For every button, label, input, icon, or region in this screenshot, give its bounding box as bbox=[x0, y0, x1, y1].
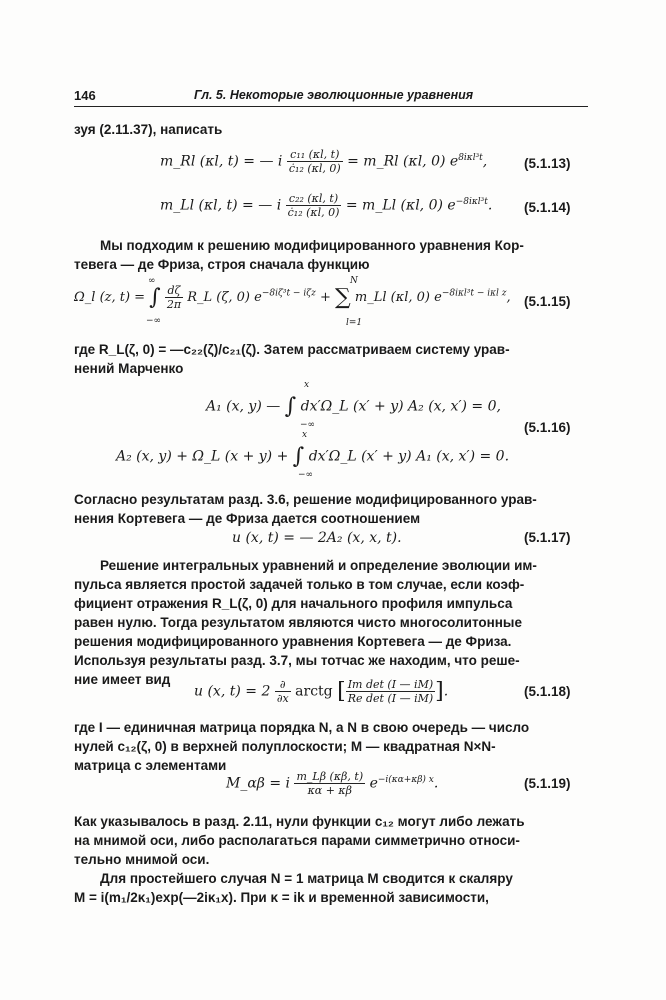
text-line: на мнимой оси, либо располагаться парами симметрично относи- bbox=[74, 833, 520, 848]
text-line: тевега — де Фриза, строя сначала функцию bbox=[74, 257, 370, 272]
text-line: ние имеет вид bbox=[74, 672, 171, 687]
equation-5-1-18: u (x, t) = 2 $\frac{\partial}{\partial x}$ arctg [ $\frac{\text{Im det (I — iM)}}{\text{Re det (I — iM)}}$ ]. bbox=[194, 678, 449, 705]
integral-sign: ∫ bbox=[284, 394, 297, 419]
equation-5-1-19: M_αβ = i $\frac{m\_L\beta (\kappa\beta, t)}{\kappa\alpha + \kappa\beta}$ $e^{-i(\kappa\alpha+\kappa\beta) x}$. bbox=[226, 770, 439, 797]
equation-number: (5.1.14) bbox=[524, 200, 571, 215]
integral-upper-limit: ∞ bbox=[148, 276, 156, 286]
eq-fraction: $\frac{\text{c₂₂ (κl, t)}}{\text{ċ₁₂ (κl, 0)}}$ bbox=[287, 192, 340, 219]
text-line: пульса является простой задачей только в том случае, если коэф- bbox=[74, 577, 525, 592]
equation-5-1-15: Ω_l (z, t) = ∫ $\frac{d\zeta}{2\pi}$ R_L (ζ, 0) $e^{-8i\zeta^3t - i\zeta z}$ + ∑ m_Ll (κl, 0) $e^{-8i\kappa l^3t - i\kappa l z}$, bbox=[74, 284, 511, 311]
integral-upper-limit: x bbox=[304, 380, 310, 390]
eq-lhs: m_Ll (κl, t) = — i bbox=[160, 197, 282, 214]
text-line: Решение интегральных уравнений и определение эволюции им- bbox=[100, 558, 537, 573]
eq-fraction: $\frac{m\_L\beta (\kappa\beta, t)}{\kappa\alpha + \kappa\beta}$ bbox=[296, 770, 364, 797]
text-line: где I — единичная матрица порядка N, а N в свою очередь — число bbox=[74, 720, 530, 735]
equation-number: (5.1.18) bbox=[524, 684, 571, 699]
integral-lower-limit: −∞ bbox=[300, 420, 316, 430]
integral-upper-limit: x bbox=[302, 430, 308, 440]
text-line: M = i(m₁/2κ₁)exp(—2iκ₁x). При κ = ik и временной зависимости, bbox=[74, 890, 489, 905]
eq-fraction: $\frac{\text{c₁₁ (κl, t)}}{\text{ċ₁₂ (κl, 0)}}$ bbox=[288, 148, 341, 175]
equation-5-1-13: m_Rl (κl, t) = — i $\frac{\text{c₁₁ (κl, t)}}{\text{ċ₁₂ (κl, 0)}}$ = m_Rl (κl, 0) $e^{8i\kappa l^3t}$, bbox=[160, 148, 488, 175]
text-line: решения модифицированного уравнения Кортевега — де Фриза. bbox=[74, 634, 512, 649]
sum-upper-limit: N bbox=[350, 276, 358, 286]
page-header bbox=[74, 86, 588, 107]
equation-5-1-14: m_Ll (κl, t) = — i $\frac{\text{c₂₂ (κl, t)}}{\text{ċ₁₂ (κl, 0)}}$ = m_Ll (κl, 0) $e^{-8i\kappa l^3t}$. bbox=[160, 192, 493, 219]
text-line: Как указывалось в разд. 2.11, нули функции c₁₂ могут либо лежать bbox=[74, 814, 525, 829]
integral-lower-limit: −∞ bbox=[146, 316, 162, 326]
equation-number: (5.1.13) bbox=[524, 156, 571, 171]
integral-sign: ∫ bbox=[149, 285, 161, 310]
text-line: зуя (2.11.37), написать bbox=[74, 122, 223, 137]
page-number: 146 bbox=[74, 88, 96, 103]
eq-lhs: m_Rl (κl, t) = — i bbox=[160, 153, 283, 170]
eq-fraction: $\frac{\text{Im det (I — iM)}}{\text{Re det (I — iM)}}$ bbox=[347, 678, 434, 705]
equation-5-1-17: u (x, t) = — 2A₂ (x, x, t). bbox=[232, 530, 402, 546]
text-line: Используя результаты разд. 3.7, мы тотчас же находим, что реше- bbox=[74, 653, 520, 668]
text-line: Для простейшего случая N = 1 матрица M сводится к скаляру bbox=[100, 871, 513, 886]
text-line: Мы подходим к решению модифицированного уравнения Кор- bbox=[100, 238, 524, 253]
text-line: нения Кортевега — де Фриза дается соотношением bbox=[74, 511, 421, 526]
text-line: равен нулю. Тогда результатом являются чисто многосолитонные bbox=[74, 615, 522, 630]
eq-rhs: = m_Rl (κl, 0) e bbox=[347, 153, 459, 170]
text-line: матрица с элементами bbox=[74, 758, 227, 773]
integral-sign: ∫ bbox=[292, 444, 305, 469]
eq-fraction: $\frac{d\zeta}{2\pi}$ bbox=[166, 284, 182, 311]
text-line: тельно мнимой оси. bbox=[74, 852, 210, 867]
sum-lower-limit: l=1 bbox=[346, 318, 363, 328]
integral-lower-limit: −∞ bbox=[298, 470, 314, 480]
text-line: нулей c₁₂(ζ, 0) в верхней полуплоскости; M — квадратная N×N- bbox=[74, 739, 496, 754]
text-line: нений Марченко bbox=[74, 361, 184, 376]
text-line: Согласно результатам разд. 3.6, решение модифицированного урав- bbox=[74, 492, 537, 507]
partial-derivative: $\frac{\partial}{\partial x}$ bbox=[276, 678, 289, 705]
eq-rhs: = m_Ll (κl, 0) e bbox=[345, 197, 456, 214]
sum-sign: ∑ bbox=[335, 285, 351, 310]
text-line: фициент отражения R_L(ζ, 0) для начального профиля импульса bbox=[74, 596, 513, 611]
running-title: Гл. 5. Некоторые эволюционные уравнения bbox=[194, 88, 474, 102]
equation-number: (5.1.16) bbox=[524, 420, 571, 435]
equation-5-1-16a: A₁ (x, y) — ∫ dx′Ω_L (x′ + y) A₂ (x, x′) = 0, bbox=[206, 394, 501, 419]
equation-number: (5.1.15) bbox=[524, 294, 571, 309]
equation-number: (5.1.19) bbox=[524, 776, 571, 791]
text-line: где R_L(ζ, 0) = —c₂₂(ζ)/c₂₁(ζ). Затем рассматриваем систему урав- bbox=[74, 342, 510, 357]
equation-number: (5.1.17) bbox=[524, 530, 571, 545]
equation-5-1-16b: A₂ (x, y) + Ω_L (x + y) + ∫ dx′Ω_L (x′ + y) A₁ (x, x′) = 0. bbox=[116, 444, 510, 469]
